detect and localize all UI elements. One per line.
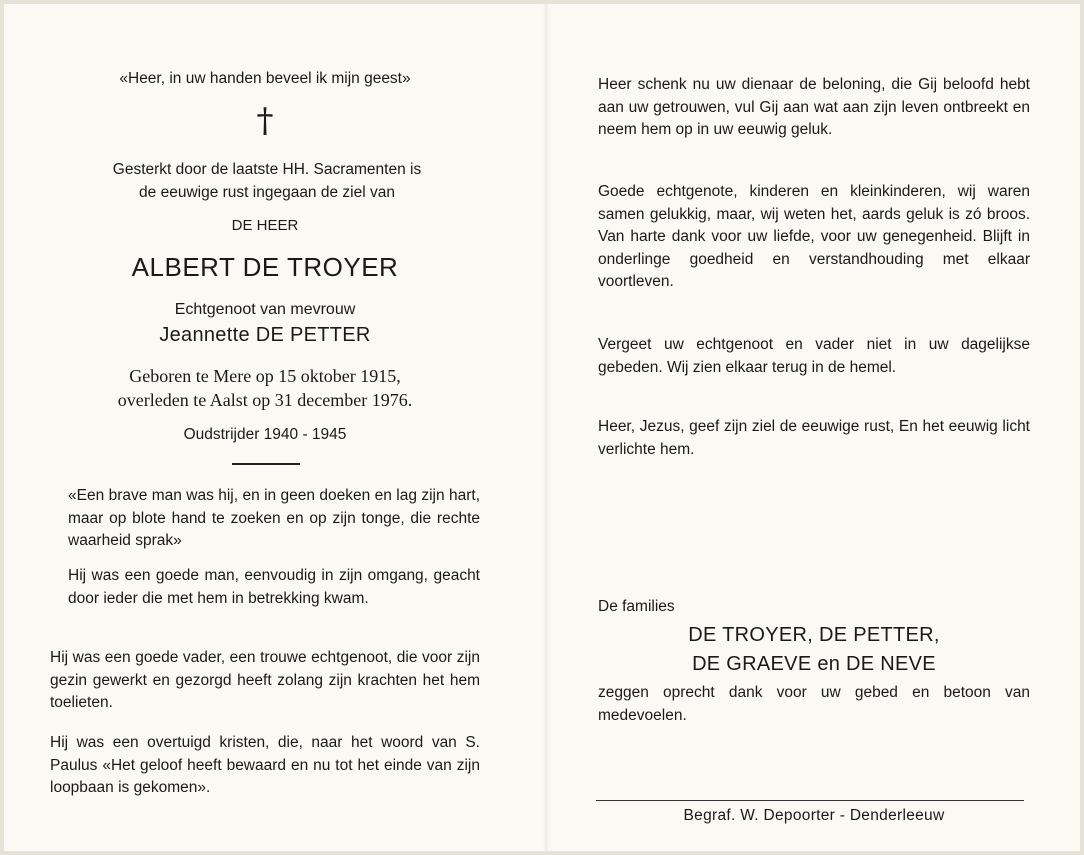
card-fold xyxy=(543,4,549,851)
sacrament-line: de eeuwige rust ingegaan de ziel van xyxy=(139,183,395,201)
veteran-line: Oudstrijder 1940 - 1945 xyxy=(183,426,347,443)
opening-quote: «Heer, in uw handen beveel ik mijn geest» xyxy=(119,70,411,87)
title-label: DE HEER xyxy=(231,217,299,234)
thanks-text: zeggen oprecht dank voor uw gebed en betoon van medevoelen. xyxy=(598,684,1030,724)
footer-divider xyxy=(596,800,1024,801)
poem-quote: «Een brave man was hij, en in geen doeken en lag zijn hart, maar op blote hand te zoeken en op zijn tonge, die rechte waarheid sprak» xyxy=(68,487,480,550)
spouse-label: Echtgenoot van mevrouw xyxy=(174,301,356,318)
memorial-card xyxy=(4,4,1080,851)
family-names-line: DE GRAEVE en DE NEVE xyxy=(692,653,936,675)
undertaker-footer: Begraf. W. Depoorter - Denderleeuw xyxy=(683,807,945,824)
body-paragraph: Hij was een goede vader, een trouwe echtgenoot, die voor zijn gezin gewerkt en gezorgd heeft zolang zijn krachten het hem toelieten. xyxy=(50,649,480,712)
family-names-line: DE TROYER, DE PETTER, xyxy=(688,624,940,646)
sacrament-line: Gesterkt door de laatste HH. Sacramenten is xyxy=(112,161,422,178)
birth-line: Geboren te Mere op 15 oktober 1915, xyxy=(129,366,401,386)
body-paragraph: Hij was een goede man, eenvoudig in zijn omgang, geacht door ieder die met hem in betrekking kwam. xyxy=(68,567,480,607)
spouse-name: Jeannette DE PETTER xyxy=(159,324,371,346)
prayer-paragraph: Heer schenk nu uw dienaar de beloning, die Gij beloofd hebt aan uw getrouwen, vul Gij aan wat aan zijn leven ontbreekt en neem hem op in uw eeuwig geluk. xyxy=(598,76,1030,139)
remembrance-paragraph: Vergeet uw echtgenoot en vader niet in uw dagelijkse gebeden. Wij zien elkaar terug in de hemel. xyxy=(598,336,1030,376)
closing-prayer: Heer, Jezus, geef zijn ziel de eeuwige rust, En het eeuwig licht verlichte hem. xyxy=(598,418,1030,458)
divider xyxy=(232,463,300,465)
cross-icon: † xyxy=(256,101,274,141)
sacrament-text xyxy=(54,159,480,204)
death-line: overleden te Aalst op 31 december 1976. xyxy=(117,390,413,410)
families-intro: De families xyxy=(598,598,675,615)
body-paragraph: Hij was een overtuigd kristen, die, naar het woord van S. Paulus «Het geloof heeft bewaard en nu tot het einde van zijn loopbaan is gekomen». xyxy=(50,734,480,797)
farewell-paragraph: Goede echtgenote, kinderen en kleinkinderen, wij waren samen gelukkig, maar, wij weten het, aards geluk is zó broos. Van harte dank voor uw liefde, voor uw genegenheid. Blijft in onderlinge goedheid en verstandhouding met elkaar voortleven. xyxy=(598,183,1030,291)
deceased-name: ALBERT DE TROYER xyxy=(131,252,399,282)
